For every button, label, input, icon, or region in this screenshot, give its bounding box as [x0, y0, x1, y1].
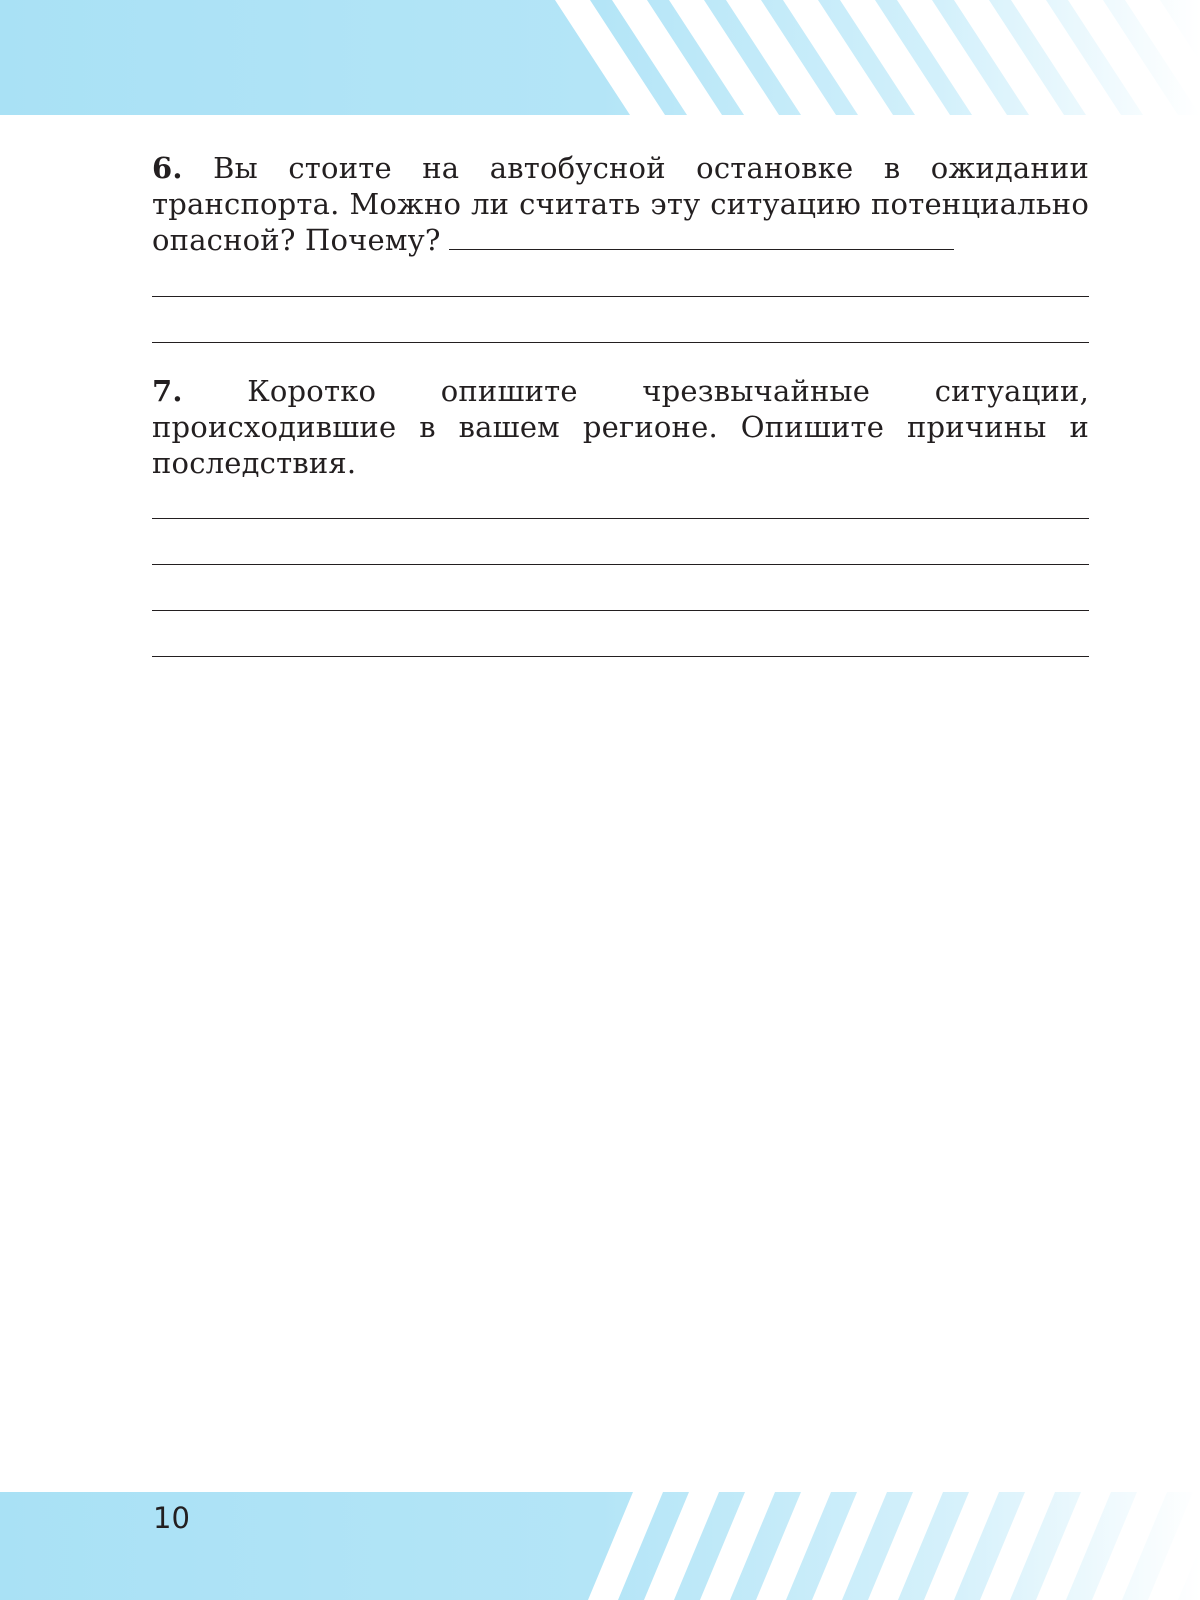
header-stripes-graphic: [0, 0, 1200, 115]
task-6-answer-line-inline[interactable]: [449, 248, 954, 250]
task-7-answer-line[interactable]: [152, 518, 1089, 519]
task-6: [152, 150, 1089, 258]
task-7-number: 7.: [152, 374, 183, 408]
task-6-answer-line[interactable]: [152, 342, 1089, 343]
page-number: 10: [153, 1501, 190, 1535]
task-7-text-block: [152, 373, 1089, 481]
task-7-answer-line[interactable]: [152, 656, 1089, 657]
task-6-text-block: [152, 150, 1089, 258]
task-6-number: 6.: [152, 151, 183, 185]
task-6-answer-line[interactable]: [152, 296, 1089, 297]
task-7-answer-line[interactable]: [152, 564, 1089, 565]
task-6-question: Вы стоите на автобусной остановке в ожидании транспорта. Можно ли считать эту ситуацию потенциально опасной? Почему?: [152, 151, 1089, 257]
task-7-question: Коротко опишите чрезвычайные ситуации, происходившие в вашем регионе. Опишите причины и последствия.: [152, 374, 1089, 480]
header-band: [0, 0, 1200, 115]
task-7-answer-line[interactable]: [152, 610, 1089, 611]
task-7: [152, 373, 1089, 481]
